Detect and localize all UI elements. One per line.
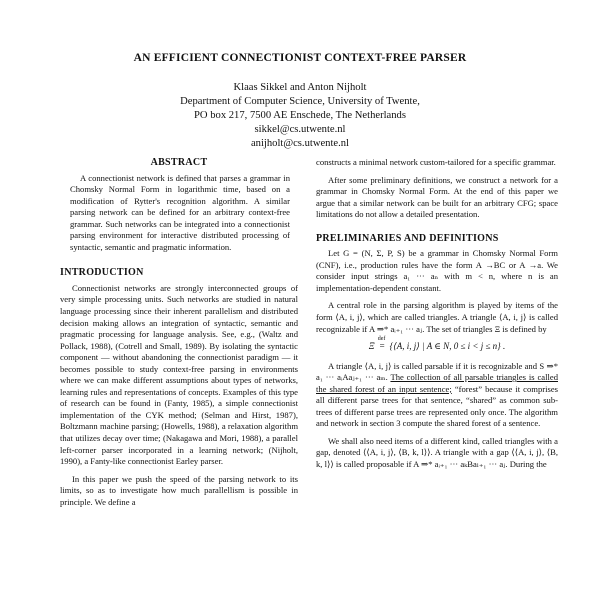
author-email-2: anijholt@cs.utwente.nl (250, 138, 350, 149)
introduction-paragraph-1: Connectionist networks are strongly interconnected groups of very simple processing units. Such networks are studied in natural language processing since their inherent parallelism and distributed decision making allows an integration of syntactic, semantic and pragmatic processing for language analysis. See, e.g., (Waltz and Pollack, 1988), (Cotrell and Small, 1989). By isolating the syntactic component — without abandoning the connectionist paradigm — it becomes possible to study context-free parsing in environments where we can make different assumptions about types of networks, learning rules and representations of concepts. Examples of this type of research can be found in (Fanty, 1985), a simple connectionist implementation of the CYK method; (Selman and Hirst, 1987), Boltzmann machine parsing; (Howells, 1988), a relaxation algorithm that utilizes decay over time; (Nakagawa and Mori, 1988), a parallel left-corner parser incorporated in a learning network; (Nijholt, 1990), a Fanty-like connectionist Earley parser. (60, 282, 298, 467)
abstract-heading: ABSTRACT (150, 157, 208, 168)
preliminaries-heading: PRELIMINARIES AND DEFINITIONS (316, 232, 499, 244)
equation-rhs: {⟨A, i, j⟩ | A ∈ N, 0 ≤ i < j ≤ n} . (389, 341, 506, 352)
forest-explanation: “forest” because it comprises all different parse trees for that sentence, “shared” as common sub-trees of different parse trees are represented only once. The algorithm and network in section 3 compute the shared forest of a sentence. (316, 383, 558, 429)
abstract-section (60, 157, 298, 253)
equation-lhs: Ξ (368, 341, 375, 352)
introduction-section (60, 267, 298, 508)
introduction-heading: INTRODUCTION (60, 267, 144, 279)
introduction-paragraph-2: In this paper we push the speed of the parsing network to its limits, so as to investigate how much parallellism is possible in principle. We define a (60, 473, 298, 507)
grammar-definition-paragraph: Let G = (N, Σ, P, S) be a grammar in Chomsky Normal Form (CNF), i.e., production rules have the form A →BC or A →a. We consider input strings a₁ ··· aₙ with m < n, where n is an implementation-dependent constant. (316, 248, 558, 293)
author-block (0, 81, 600, 151)
triangle-set-equation (316, 336, 558, 353)
triangles-paragraph: A central role in the parsing algorithm is played by items of the form ⟨A, i, j⟩, which are called triangles. A triangle ⟨A, i, j⟩ is called recognizable if A ⇒* aᵢ₊₁ ··· aⱼ. The set of triangles Ξ is defined by (316, 300, 558, 334)
shared-forest-definition: The collection of all parsable triangles is called the shared forest of an input sentence; (316, 372, 558, 394)
abstract-text: A connectionist network is defined that parses a grammar in Chomsky Normal Form in logarithmic time, based on a modification of Rytter's recognition algorithm. A similar parsing network can be defined for an arbitrary context-free grammar. Such networks can be integrated into a connectionist parsing environment for interactive distributed processing of syntactic, semantic and pragmatic information. (70, 172, 290, 252)
continued-paragraph: constructs a minimal network custom-tailored for a specific grammar. (316, 157, 556, 167)
right-column (316, 157, 558, 477)
equation-def-sign: def = (376, 336, 388, 352)
author-email-1: sikkel@cs.utwente.nl (254, 124, 346, 135)
paper-title: AN EFFICIENT CONNECTIONIST CONTEXT-FREE PARSER (133, 52, 467, 64)
left-column (60, 157, 298, 514)
author-affiliation: Department of Computer Science, University of Twente, (180, 96, 420, 107)
author-names: Klaas Sikkel and Anton Nijholt (233, 82, 367, 93)
parsable-paragraph (316, 361, 558, 430)
gap-triangles-paragraph: We shall also need items of a different kind, called triangles with a gap, denoted ⟨⟨A, i, j⟩, ⟨B, k, l⟩⟩. A triangle with a gap ⟨⟨A, i, j⟩, ⟨B, k, l⟩⟩ is called proposable if A ⇒* aᵢ₊₁ ··· aₖBaₗ₊₁ ··· aⱼ. During the (316, 435, 558, 470)
overview-paragraph: After some preliminary definitions, we construct a network for a grammar in Chomsky Normal Form. At the end of this paper we argue that a similar network can be built for an arbitrary CFG; space limitations do not allow a detailed presentation. (316, 174, 558, 220)
parsable-definition: A triangle ⟨A, i, j⟩ is called parsable if it is recognizable and S ⇒* a₁ ··· aᵢAaⱼ₊₁ ··· aₘ. (316, 360, 558, 383)
equation-def-label: def (377, 336, 386, 343)
author-address: PO box 217, 7500 AE Enschede, The Netherlands (194, 110, 406, 121)
